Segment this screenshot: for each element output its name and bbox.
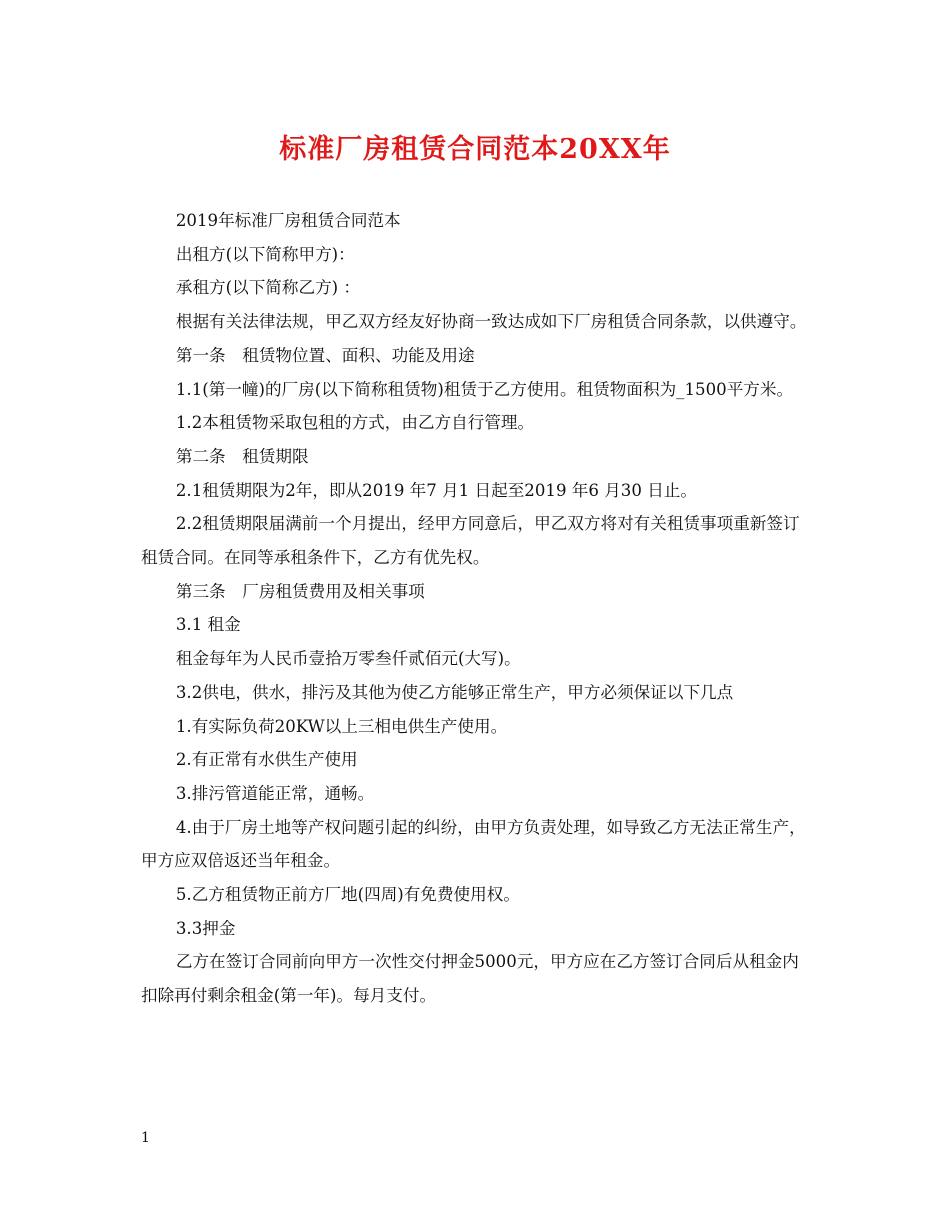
paragraph: 4.由于厂房土地等产权问题引起的纠纷，由甲方负责处理，如导致乙方无法正常生产，甲方应双倍返还当年租金。 — [141, 817, 806, 871]
paragraph: 租金每年为人民币壹拾万零叁仟贰佰元(大写)。 — [175, 649, 521, 669]
paragraph: 1.1(第一幢)的厂房(以下简称租赁物)租赁于乙方使用。租赁物面积为_1500平方米。 — [175, 379, 794, 399]
page-number: 1 — [141, 1130, 150, 1146]
paragraph: 承租方(以下简称乙方) ： — [175, 278, 361, 298]
paragraph: 2.有正常有水供生产使用 — [175, 750, 358, 770]
paragraph: 乙方在签订合同前向甲方一次性交付押金5000元，甲方应在乙方签订合同后从租金内扣除再付剩余租金(第一年)。每月支付。 — [141, 952, 799, 1006]
paragraph: 3.3押金 — [175, 918, 236, 938]
paragraph: 3.排污管道能正常，通畅。 — [175, 783, 375, 803]
paragraph: 5.乙方租赁物正前方厂地(四周)有免费使用权。 — [175, 885, 520, 905]
article-heading: 第一条 租赁物位置、面积、功能及用途 — [175, 345, 475, 365]
paragraph: 3.2供电，供水，排污及其他为使乙方能够正常生产，甲方必须保证以下几点 — [175, 682, 734, 702]
paragraph: 2.1租赁期限为2年，即从2019 年7 月1 日起至2019 年6 月30 日止。 — [175, 480, 697, 500]
paragraph: 3.1 租金 — [175, 615, 241, 635]
paragraph: 出租方(以下简称甲方)： — [175, 244, 355, 264]
paragraph: 2.2租赁期限届满前一个月提出，经甲方同意后，甲乙双方将对有关租赁事项重新签订租赁合同。在同等承租条件下，乙方有优先权。 — [141, 514, 800, 568]
document-body — [141, 204, 811, 1013]
article-heading: 第三条 厂房租赁费用及相关事项 — [175, 581, 425, 601]
paragraph: 2019年标准厂房租赁合同范本 — [175, 211, 401, 230]
document-title: 标准厂房租赁合同范本20XX年 — [279, 134, 671, 165]
paragraph: 根据有关法律法规，甲乙双方经友好协商一致达成如下厂房租赁合同条款，以供遵守。 — [175, 312, 807, 332]
article-heading: 第二条 租赁期限 — [175, 446, 309, 466]
paragraph: 1.有实际负荷20KW以上三相电供生产使用。 — [175, 716, 508, 736]
paragraph: 1.2本租赁物采取包租的方式，由乙方自行管理。 — [175, 413, 535, 433]
